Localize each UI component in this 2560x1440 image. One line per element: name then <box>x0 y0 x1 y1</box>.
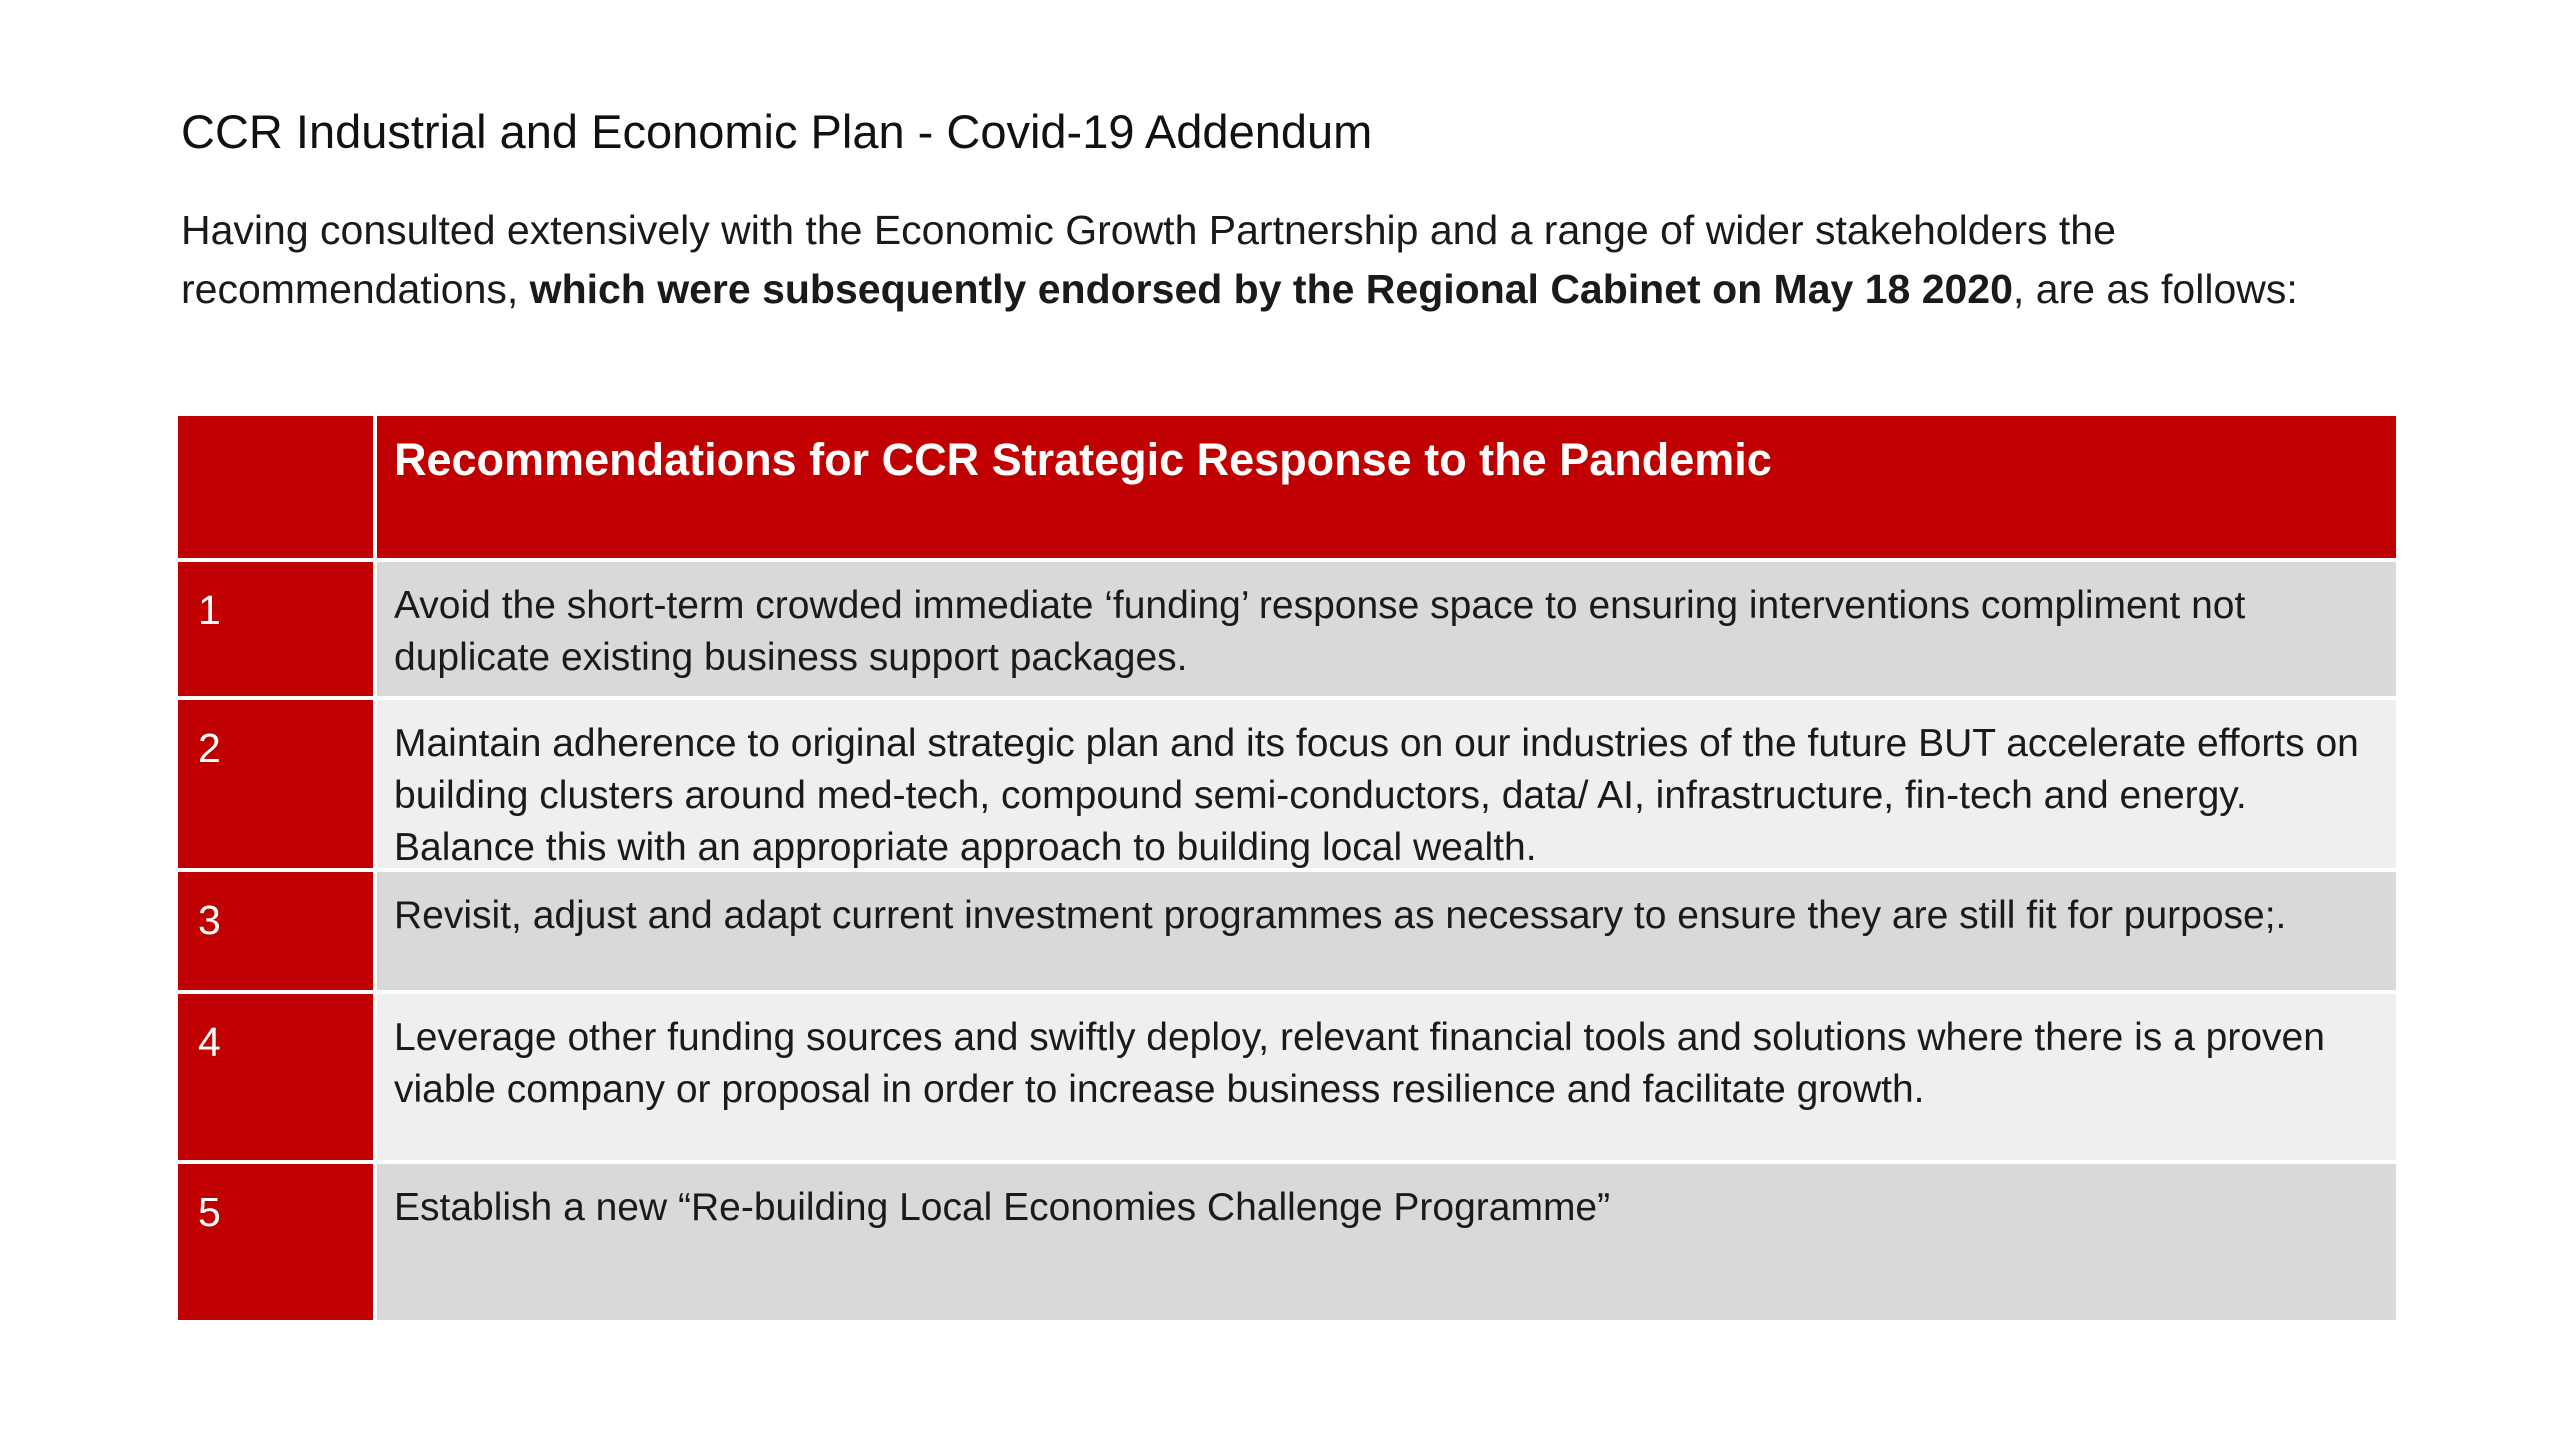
row-number: 1 <box>178 562 373 696</box>
table-row <box>178 562 2396 696</box>
row-text: Maintain adherence to original strategic plan and its focus on our industries of the future BUT accelerate efforts on building clusters around med-tech, compound semi-conductors, data/ AI, infrastructure, fin-tech and energy. Balance this with an appropriate approach to building local wealth. <box>377 700 2396 868</box>
table-row <box>178 700 2396 868</box>
row-number: 2 <box>178 700 373 868</box>
row-number: 4 <box>178 994 373 1160</box>
row-text: Revisit, adjust and adapt current investment programmes as necessary to ensure they are still fit for purpose;. <box>377 872 2396 990</box>
table-row <box>178 1164 2396 1320</box>
table-row <box>178 872 2396 990</box>
row-number: 3 <box>178 872 373 990</box>
header-number-cell <box>178 416 373 558</box>
intro-text-end: , are as follows: <box>2012 266 2298 312</box>
intro-paragraph <box>181 201 2411 319</box>
row-text: Avoid the short-term crowded immediate ‘funding’ response space to ensuring interventions compliment not duplicate existing business support packages. <box>377 562 2396 696</box>
table-row <box>178 994 2396 1160</box>
intro-text-bold: which were subsequently endorsed by the Regional Cabinet on May 18 2020 <box>529 266 2013 312</box>
table-header-row <box>178 416 2396 558</box>
recommendations-table <box>178 416 2396 1320</box>
table-header-title: Recommendations for CCR Strategic Response to the Pandemic <box>377 416 2396 558</box>
row-text: Establish a new “Re-building Local Economies Challenge Programme” <box>377 1164 2396 1320</box>
row-number: 5 <box>178 1164 373 1320</box>
intro-text-start: Having consulted extensively with the Economic Growth Partnership and a range of wider stakeholders the recommendations, <box>181 207 2116 312</box>
slide-title: CCR Industrial and Economic Plan - Covid-19 Addendum <box>181 105 1373 158</box>
row-text: Leverage other funding sources and swiftly deploy, relevant financial tools and solutions where there is a proven viable company or proposal in order to increase business resilience and facilitate growth. <box>377 994 2396 1160</box>
